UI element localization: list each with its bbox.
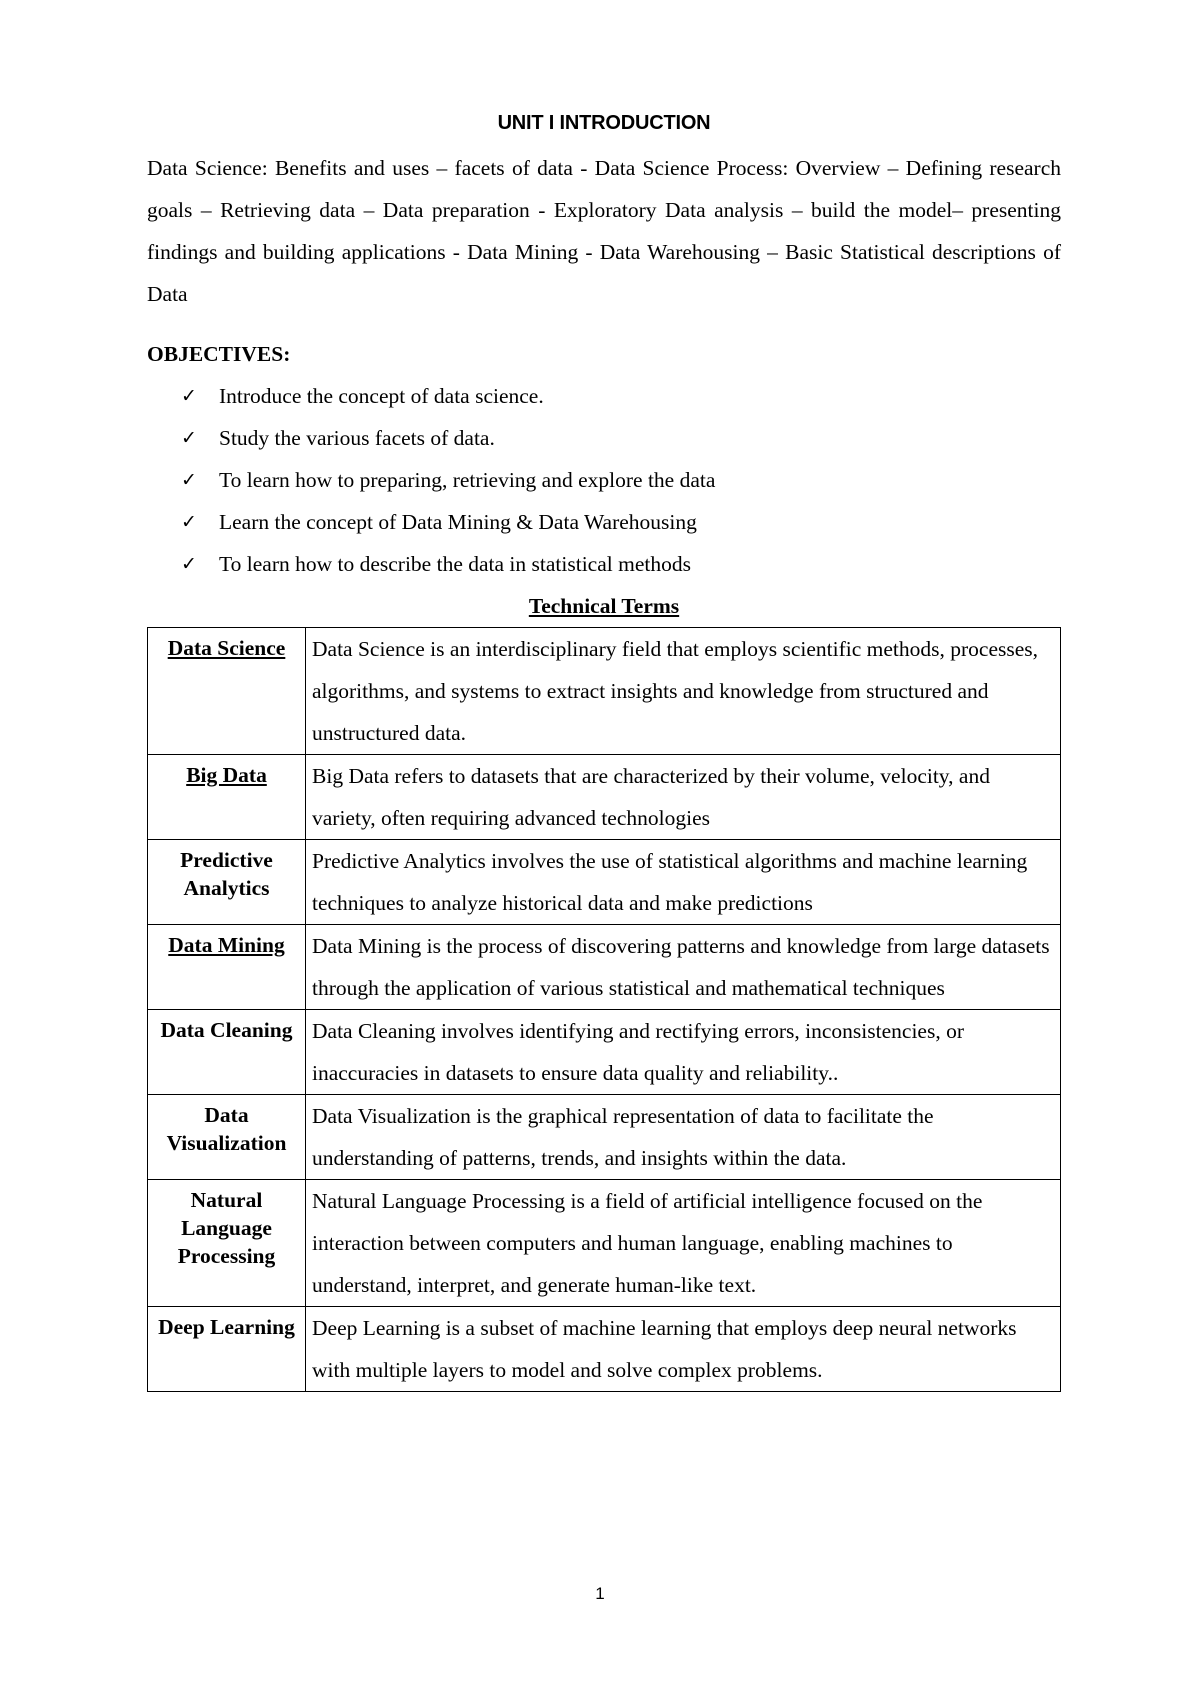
objective-text: To learn how to preparing, retrieving and explore the data (219, 468, 716, 492)
objective-text: To learn how to describe the data in statistical methods (219, 552, 691, 576)
definition-cell: Big Data refers to datasets that are characterized by their volume, velocity, and variety, often requiring advanced technologies (306, 755, 1061, 840)
term-cell (148, 925, 306, 1010)
definition-cell: Data Visualization is the graphical representation of data to facilitate the understanding of patterns, trends, and insights within the data. (306, 1095, 1061, 1180)
page-number: 1 (595, 1584, 605, 1603)
objective-item (181, 417, 1061, 459)
document-page (147, 112, 1061, 1392)
table-row (148, 1010, 1061, 1095)
table-row (148, 1095, 1061, 1180)
technical-terms-table (147, 627, 1061, 1392)
check-icon: ✓ (181, 385, 197, 407)
unit-title: UNIT I INTRODUCTION (497, 112, 711, 134)
term-label: Data Visualization (166, 1103, 287, 1155)
table-row (148, 840, 1061, 925)
table-row (148, 1307, 1061, 1392)
definition-cell: Deep Learning is a subset of machine learning that employs deep neural networks with multiple layers to model and solve complex problems. (306, 1307, 1061, 1392)
objective-text: Learn the concept of Data Mining & Data Warehousing (219, 510, 697, 534)
term-label: Predictive Analytics (180, 848, 273, 900)
technical-terms-heading: Technical Terms (528, 594, 680, 618)
term-cell (148, 628, 306, 755)
term-label: Data Mining (168, 933, 285, 957)
objective-text: Introduce the concept of data science. (219, 384, 544, 408)
term-label: Data Science (167, 636, 286, 660)
objectives-heading: OBJECTIVES: (147, 342, 291, 366)
definition-cell: Natural Language Processing is a field of artificial intelligence focused on the interaction between computers and human language, enabling machines to understand, interpret, and generate human-like text. (306, 1180, 1061, 1307)
objective-item (181, 501, 1061, 543)
term-label: Deep Learning (158, 1315, 295, 1339)
table-row (148, 925, 1061, 1010)
objectives-list (147, 375, 1061, 585)
term-cell (148, 1095, 306, 1180)
term-label: Data Cleaning (160, 1018, 293, 1042)
objective-item (181, 543, 1061, 585)
term-cell (148, 1010, 306, 1095)
term-cell (148, 1307, 306, 1392)
table-row (148, 755, 1061, 840)
definition-cell: Data Mining is the process of discovering patterns and knowledge from large datasets through the application of various statistical and mathematical techniques (306, 925, 1061, 1010)
definition-cell: Data Science is an interdisciplinary field that employs scientific methods, processes, algorithms, and systems to extract insights and knowledge from structured and unstructured data. (306, 628, 1061, 755)
syllabus-paragraph: Data Science: Benefits and uses – facets of data - Data Science Process: Overview – Defining research goals – Retrieving data – Data preparation - Exploratory Data analysis – build the model– presenting findings and building applications - Data Mining - Data Warehousing – Basic Statistical descriptions of Data (147, 156, 1061, 306)
definition-cell: Data Cleaning involves identifying and rectifying errors, inconsistencies, or inaccuracies in datasets to ensure data quality and reliability.. (306, 1010, 1061, 1095)
check-icon: ✓ (181, 427, 197, 449)
term-cell (148, 755, 306, 840)
term-label: Natural Language Processing (177, 1188, 276, 1268)
table-row (148, 1180, 1061, 1307)
objective-item (181, 459, 1061, 501)
check-icon: ✓ (181, 553, 197, 575)
term-cell (148, 1180, 306, 1307)
objective-text: Study the various facets of data. (219, 426, 495, 450)
check-icon: ✓ (181, 469, 197, 491)
term-cell (148, 840, 306, 925)
check-icon: ✓ (181, 511, 197, 533)
term-label: Big Data (186, 763, 267, 787)
definition-cell: Predictive Analytics involves the use of statistical algorithms and machine learning techniques to analyze historical data and make predictions (306, 840, 1061, 925)
objective-item (181, 375, 1061, 417)
table-row (148, 628, 1061, 755)
